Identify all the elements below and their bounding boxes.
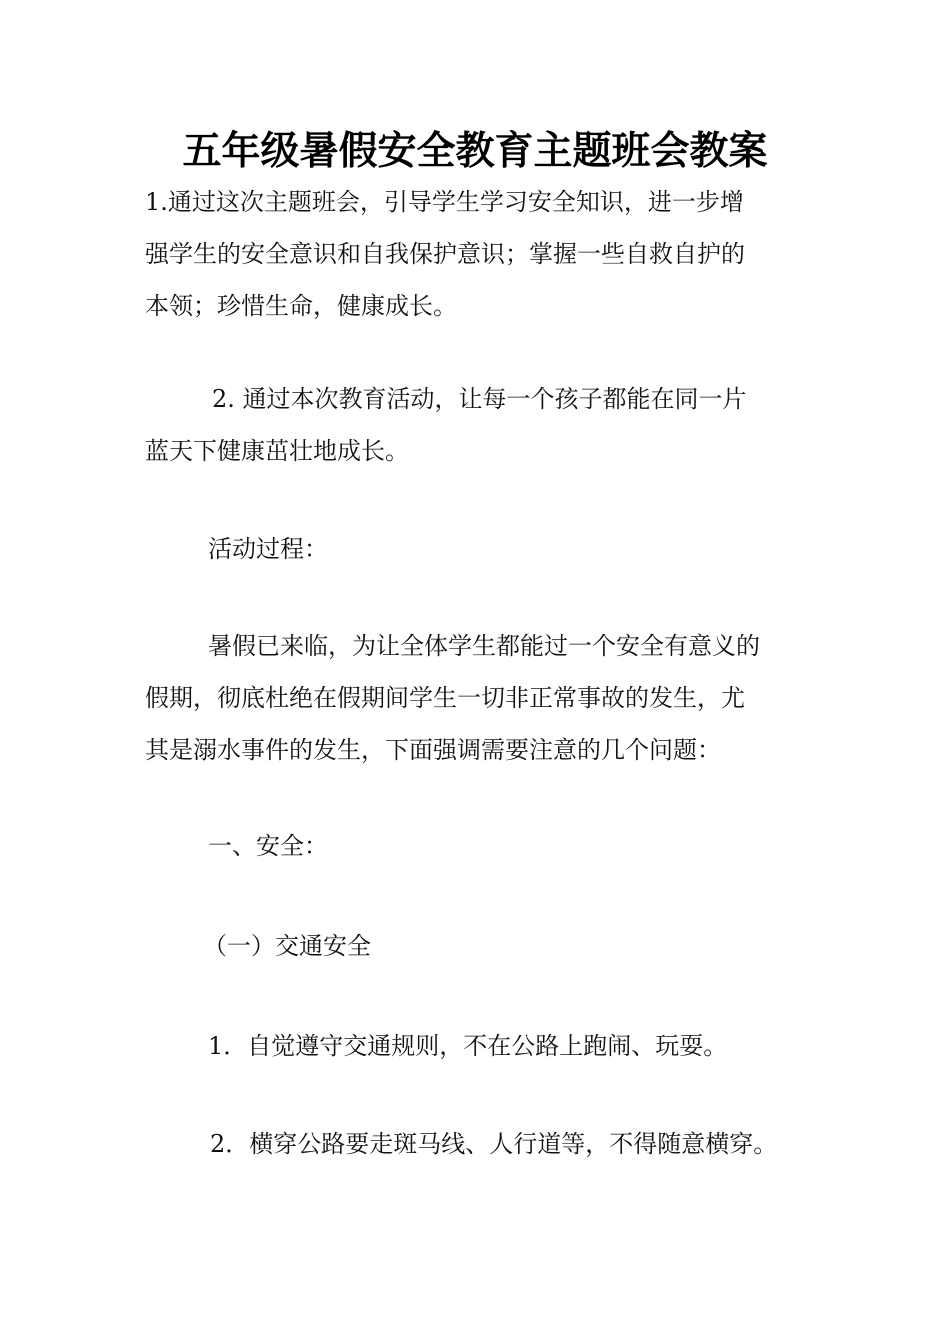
document-title: 五年级暑假安全教育主题班会教案 <box>182 128 768 174</box>
subsection-heading-traffic <box>203 920 868 972</box>
process-heading <box>208 523 873 575</box>
paragraph-goal-2-rest <box>145 425 810 477</box>
paragraph-line: 本领；珍惜生命，健康成长。 <box>145 292 457 320</box>
list-item: 1．自觉遵守交通规则，不在公路上跑闹、玩耍。 <box>208 1032 728 1060</box>
paragraph-intro-first <box>208 620 818 672</box>
paragraph-line: 2. 通过本次教育活动，让每一个孩子都能在同一片 <box>212 385 747 413</box>
list-item: 2．横穿公路要走斑马线、人行道等，不得随意横穿。 <box>210 1130 778 1158</box>
paragraph-intro-rest <box>145 672 810 776</box>
paragraph-line: 假期，彻底杜绝在假期间学生一切非正常事故的发生，尤 <box>145 684 745 712</box>
paragraph-line: 蓝天下健康茁壮地成长。 <box>145 437 409 465</box>
heading-line: 活动过程： <box>208 535 328 563</box>
heading-line: （一）交通安全 <box>203 932 371 960</box>
paragraph-line: 暑假已来临，为让全体学生都能过一个安全有意义的 <box>208 632 760 660</box>
heading-line: 一、安全： <box>208 832 328 860</box>
section-heading-safety <box>208 820 873 872</box>
paragraph-goal-1 <box>145 176 810 332</box>
traffic-rule-2 <box>210 1118 830 1170</box>
paragraph-line: 强学生的安全意识和自我保护意识；掌握一些自救自护的 <box>145 240 745 268</box>
paragraph-line: 其是溺水事件的发生，下面强调需要注意的几个问题： <box>145 736 721 764</box>
paragraph-goal-2-first <box>212 373 812 425</box>
traffic-rule-1 <box>208 1020 818 1072</box>
paragraph-line: 1.通过这次主题班会，引导学生学习安全知识，进一步增 <box>145 188 744 216</box>
